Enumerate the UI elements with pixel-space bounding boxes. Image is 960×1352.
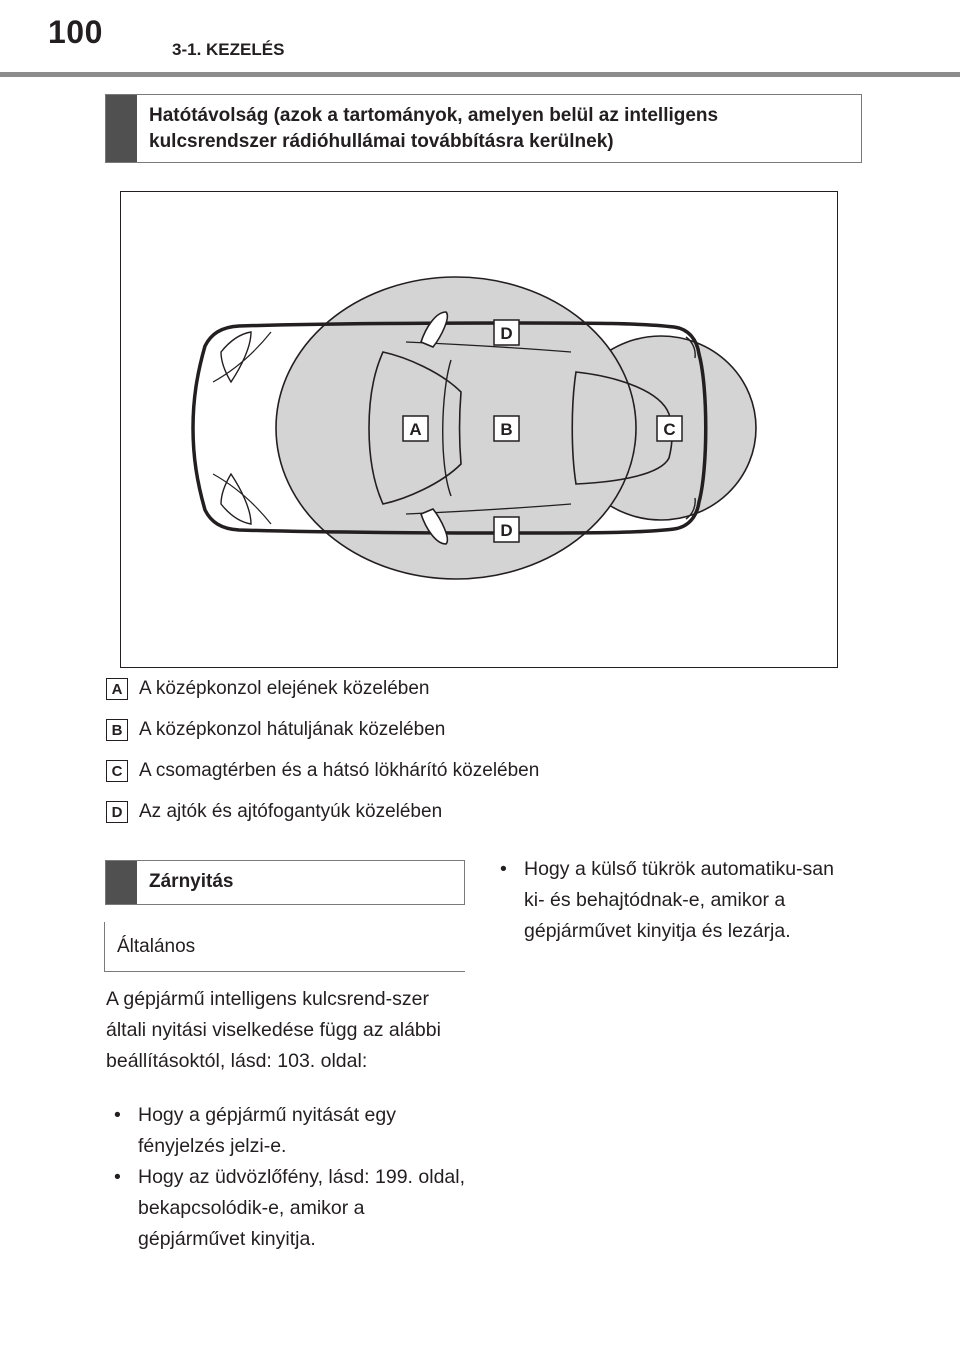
general-subheading (104, 922, 465, 972)
legend-text: A középkonzol hátuljának közelében (139, 719, 446, 740)
zone-label-d-top (494, 320, 519, 345)
bullet: • (114, 1104, 121, 1126)
svg-text:C: C (663, 420, 676, 439)
range-heading-box (105, 94, 862, 163)
page-number: 100 (48, 14, 103, 50)
bullet: • (114, 1166, 121, 1188)
unlock-heading-box (105, 860, 465, 905)
list-item-text: Hogy a gépjármű nyitását egy fényjelzés jelzi-e. (138, 1104, 396, 1157)
heading-bar (106, 861, 137, 904)
legend-text: Az ajtók és ajtófogantyúk közelében (139, 801, 443, 822)
svg-text:D: D (500, 324, 513, 343)
header-rule (0, 72, 960, 77)
zone-label-d-bottom (494, 517, 519, 542)
legend-key: B (106, 719, 128, 741)
bullet-list-left (106, 1100, 466, 1255)
svg-text:B: B (500, 420, 513, 439)
section-title: 3-1. KEZELÉS (172, 40, 285, 59)
legend-key: C (106, 760, 128, 782)
heading-bar (106, 95, 137, 162)
legend-item-c (106, 759, 539, 783)
range-heading-text: Hatótávolság (azok a tartományok, amelyen belül az intelligens kulcsrendszer rádióhullámai továbbításra kerülnek) (149, 105, 719, 152)
list-item (106, 1162, 466, 1255)
legend-key: A (106, 678, 128, 700)
list-item (106, 1100, 466, 1162)
general-subheading-text: Általános (117, 936, 196, 957)
legend-text: A csomagtérben és a hátsó lökhárító közelében (139, 760, 540, 781)
svg-text:A: A (409, 420, 422, 439)
legend-text: A középkonzol elejének közelében (139, 678, 430, 699)
range-figure (120, 191, 838, 668)
legend-item-b (106, 718, 445, 742)
list-item-text: Hogy az üdvözlőfény, lásd: 199. oldal, bekapcsolódik-e, amikor a gépjárművet kinyitja. (138, 1166, 466, 1250)
unlock-heading-text: Zárnyitás (149, 871, 234, 892)
zone-label-a (403, 416, 428, 441)
legend-item-a (106, 677, 429, 701)
zone-label-b (494, 416, 519, 441)
bullet: • (500, 858, 507, 880)
legend-key: D (106, 801, 128, 823)
intro-paragraph: A gépjármű intelligens kulcsrend-szer általi nyitási viselkedése függ az alábbi beállításoktól, lásd: 103. oldal: (106, 988, 441, 1072)
car-range-diagram (121, 192, 839, 669)
svg-text:D: D (500, 521, 513, 540)
list-item (492, 854, 852, 947)
legend-item-d (106, 800, 442, 824)
zone-label-c (657, 416, 682, 441)
list-item-text: Hogy a külső tükrök automatiku-san ki- és behajtódnak-e, amikor a gépjárművet kinyitja és lezárja. (524, 858, 834, 942)
bullet-list-right (492, 854, 852, 947)
